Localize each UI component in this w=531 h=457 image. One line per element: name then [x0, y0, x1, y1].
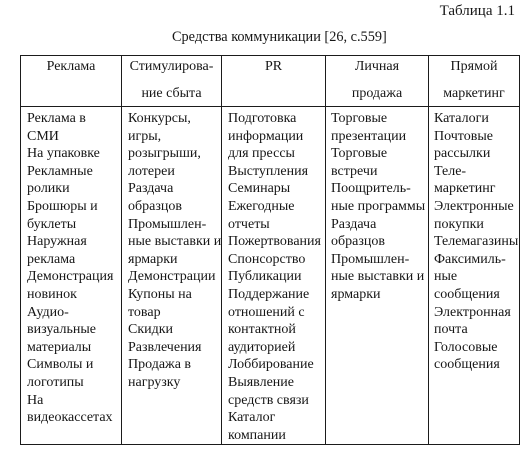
cell-line: Поощритель-	[331, 181, 411, 197]
header-personal-selling	[326, 56, 429, 107]
cell-line: материалы	[27, 339, 92, 355]
cell-line: СМИ	[27, 128, 59, 144]
cell-pr	[222, 107, 326, 445]
header-line: маркетинг	[443, 86, 505, 102]
header-line: продажа	[351, 86, 403, 102]
cell-line: рассылки	[434, 146, 491, 162]
header-line: Личная	[354, 59, 400, 74]
cell-line: встречи	[331, 163, 378, 179]
cell-line: Теле-	[434, 163, 467, 179]
cell-sales-promotion	[122, 107, 222, 445]
cell-line: игры,	[128, 128, 162, 144]
header-pr	[222, 56, 326, 107]
header-line: ние сбыта	[141, 86, 202, 102]
cell-line: Факсимиль-	[434, 251, 506, 267]
header-advertising	[21, 56, 122, 107]
cell-line: Наружная	[27, 234, 87, 250]
cell-line: Голосовые	[434, 339, 498, 355]
header-line: Прямой	[450, 59, 498, 74]
cell-line: Демонстрации	[128, 269, 216, 285]
table-number: Таблица 1.1	[439, 3, 515, 19]
cell-line: ролики	[27, 181, 70, 197]
header-line: Стимулирова-	[129, 59, 214, 74]
communication-tools-table	[20, 55, 520, 445]
cell-line: Подготовка	[228, 111, 297, 126]
table-title: Средства коммуникации [26, с.559]	[172, 29, 387, 45]
cell-line: видеокассетах	[27, 410, 113, 426]
cell-line: ярмарки	[128, 251, 178, 267]
cell-line: Телемагазины	[434, 234, 519, 250]
cell-line: товар	[128, 304, 161, 320]
cell-line: маркетинг	[434, 181, 496, 197]
cell-line: аудиторией	[228, 339, 296, 355]
cell-line: Электронные	[434, 198, 514, 214]
cell-line: На	[27, 392, 44, 408]
cell-line: образцов	[128, 198, 182, 214]
cell-line: Промышлен-	[331, 251, 410, 267]
cell-line: компании	[228, 427, 286, 443]
cell-line: Конкурсы,	[128, 111, 191, 126]
header-line: PR	[264, 59, 283, 74]
cell-line: ные выставки и	[331, 269, 425, 285]
cell-line: Лоббирование	[228, 357, 314, 373]
cell-line: Рекламные	[27, 163, 93, 179]
cell-line: сообщения	[434, 357, 500, 373]
cell-line: ные	[434, 269, 458, 285]
cell-line: новинок	[27, 286, 77, 302]
cell-line: буклеты	[27, 216, 77, 232]
cell-line: лотереи	[128, 163, 175, 179]
cell-line: Развлечения	[128, 339, 202, 355]
cell-line: для прессы	[228, 146, 295, 162]
cell-line: Раздача	[331, 216, 377, 232]
cell-line: Поддержание	[228, 286, 310, 302]
cell-line: Каталоги	[434, 111, 489, 126]
header-sales-promotion	[122, 56, 222, 107]
cell-line: сообщения	[434, 286, 500, 302]
cell-personal-selling	[326, 107, 429, 445]
cell-direct-marketing	[429, 107, 520, 445]
cell-line: визуальные	[27, 322, 96, 338]
cell-line: Промышлен-	[128, 216, 207, 232]
cell-line: Символы и	[27, 357, 94, 373]
cell-line: Демонстрация	[27, 269, 114, 285]
cell-line: ные выставки и	[128, 234, 222, 250]
cell-line: Ежегодные	[228, 198, 295, 214]
cell-line: Торговые	[331, 146, 388, 162]
cell-line: Выступления	[228, 163, 309, 179]
cell-line: ярмарки	[331, 286, 381, 302]
cell-line: Купоны на	[128, 286, 192, 302]
cell-line: покупки	[434, 216, 484, 232]
cell-line: розыгрыши,	[128, 146, 201, 162]
cell-line: На упаковке	[27, 146, 100, 162]
cell-line: Брошюры и	[27, 198, 98, 214]
cell-line: Спонсорство	[228, 251, 306, 267]
cell-line: Выявление	[228, 374, 295, 390]
header-line: Реклама	[46, 59, 96, 74]
cell-line: Почтовые	[434, 128, 493, 144]
cell-line: Пожертвования	[228, 234, 321, 250]
cell-line: ные программы	[331, 198, 426, 214]
cell-line: почта	[434, 322, 468, 338]
cell-line: отношений с	[228, 304, 305, 320]
cell-line: логотипы	[27, 374, 84, 390]
cell-line: презентации	[331, 128, 407, 144]
cell-line: нагрузку	[128, 374, 181, 390]
cell-line: Публикации	[228, 269, 302, 285]
cell-line: Торговые	[331, 111, 388, 126]
header-row	[21, 56, 520, 107]
header-direct-marketing	[429, 56, 520, 107]
cell-line: Семинары	[228, 181, 291, 197]
cell-line: контактной	[228, 322, 296, 338]
cell-line: Скидки	[128, 322, 174, 338]
body-row	[21, 107, 520, 445]
cell-line: реклама	[27, 251, 76, 267]
cell-line: Продажа в	[128, 357, 192, 373]
cell-line: Электронная	[434, 304, 511, 320]
cell-line: Раздача	[128, 181, 174, 197]
cell-advertising	[21, 107, 122, 445]
cell-line: отчеты	[228, 216, 270, 232]
cell-line: Каталог	[228, 410, 276, 426]
cell-line: Аудио-	[27, 304, 69, 320]
cell-line: средств связи	[228, 392, 309, 408]
cell-line: информации	[228, 128, 304, 144]
cell-line: Реклама в	[27, 111, 86, 126]
cell-line: образцов	[331, 234, 385, 250]
